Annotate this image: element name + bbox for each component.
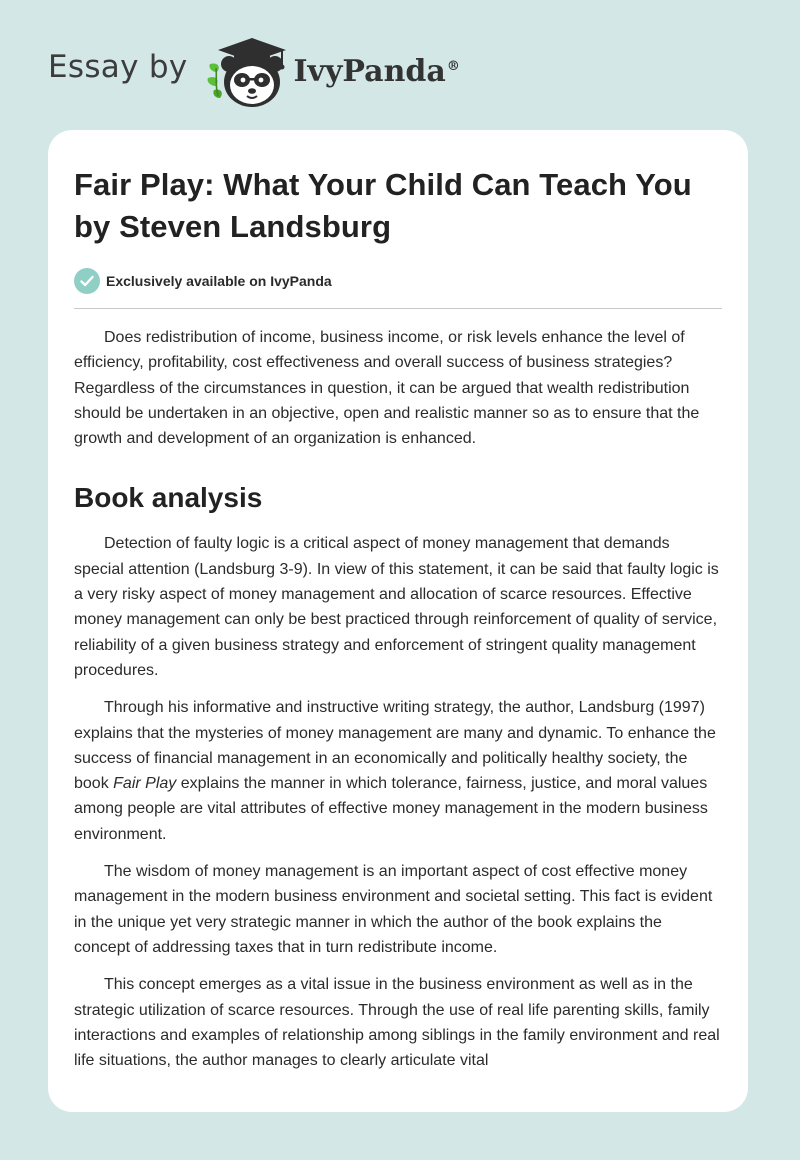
paragraph-text: explains the manner in which tolerance, fairness, justice, and moral values among people are vital attributes of effective money management in the modern business environment. [74,775,708,843]
body-paragraph-2 [74,695,722,847]
intro-paragraph: Does redistribution of income, business income, or risk levels enhance the level of efficiency, profitability, cost effectiveness and overall success of business strategies? Regardless of the circumstances in question, it can be argued that wealth redistribution should be undertaken in an objective, open and realistic manner so as to ensure that the growth and development of an organization is enhanced. [74,329,700,448]
body-paragraph-1: Detection of faulty logic is a critical aspect of money management that demands special attention (Landsburg 3-9). In view of this statement, it can be said that faulty logic is a very risky aspect of money management and allocation of scarce resources. Effective money management can only be best practiced through reinforcement of quality of service, reliability of a given business strategy and enforcement of stringent quality management procedures. [74,535,719,679]
brand-name-text: IvyPanda [293,53,446,89]
checkmark-icon [74,268,100,294]
exclusive-badge [74,268,722,294]
essay-by-label: Essay by [48,49,188,85]
essay-title: Fair Play: What Your Child Can Teach You by Steven Landsburg [74,167,692,244]
ivypanda-brand-name[interactable] [294,54,460,89]
registered-mark: ® [446,58,460,74]
essay-card [48,130,748,1112]
exclusive-badge-label: Exclusively available on IvyPanda [106,273,332,289]
divider [74,308,722,309]
site-header [48,34,460,110]
paragraph-text: Through his informative and instructive writing strategy, the author, Landsburg (1997) explains that the mysteries of money management are many and dynamic. To enhance the success of financial management in an economically and politically healthy society, the book [74,699,716,793]
section-heading: Book analysis [74,482,263,514]
body-paragraph-3: The wisdom of money management is an important aspect of cost effective money management in the modern business environment and societal setting. This fact is evident in the unique yet very strategic manner in which the author of the book explains the concept of addressing taxes that in turn redistribute income. [74,863,713,956]
body-paragraph-4: This concept emerges as a vital issue in the business environment as well as in the strategic utilization of scarce resources. Through the use of real life parenting skills, family interactions and examples of relationship among siblings in the family environment and real life situations, the author manages to clearly articulate vital [74,976,720,1070]
panda-logo-icon[interactable] [204,34,290,110]
book-title: Fair Play [113,775,177,793]
